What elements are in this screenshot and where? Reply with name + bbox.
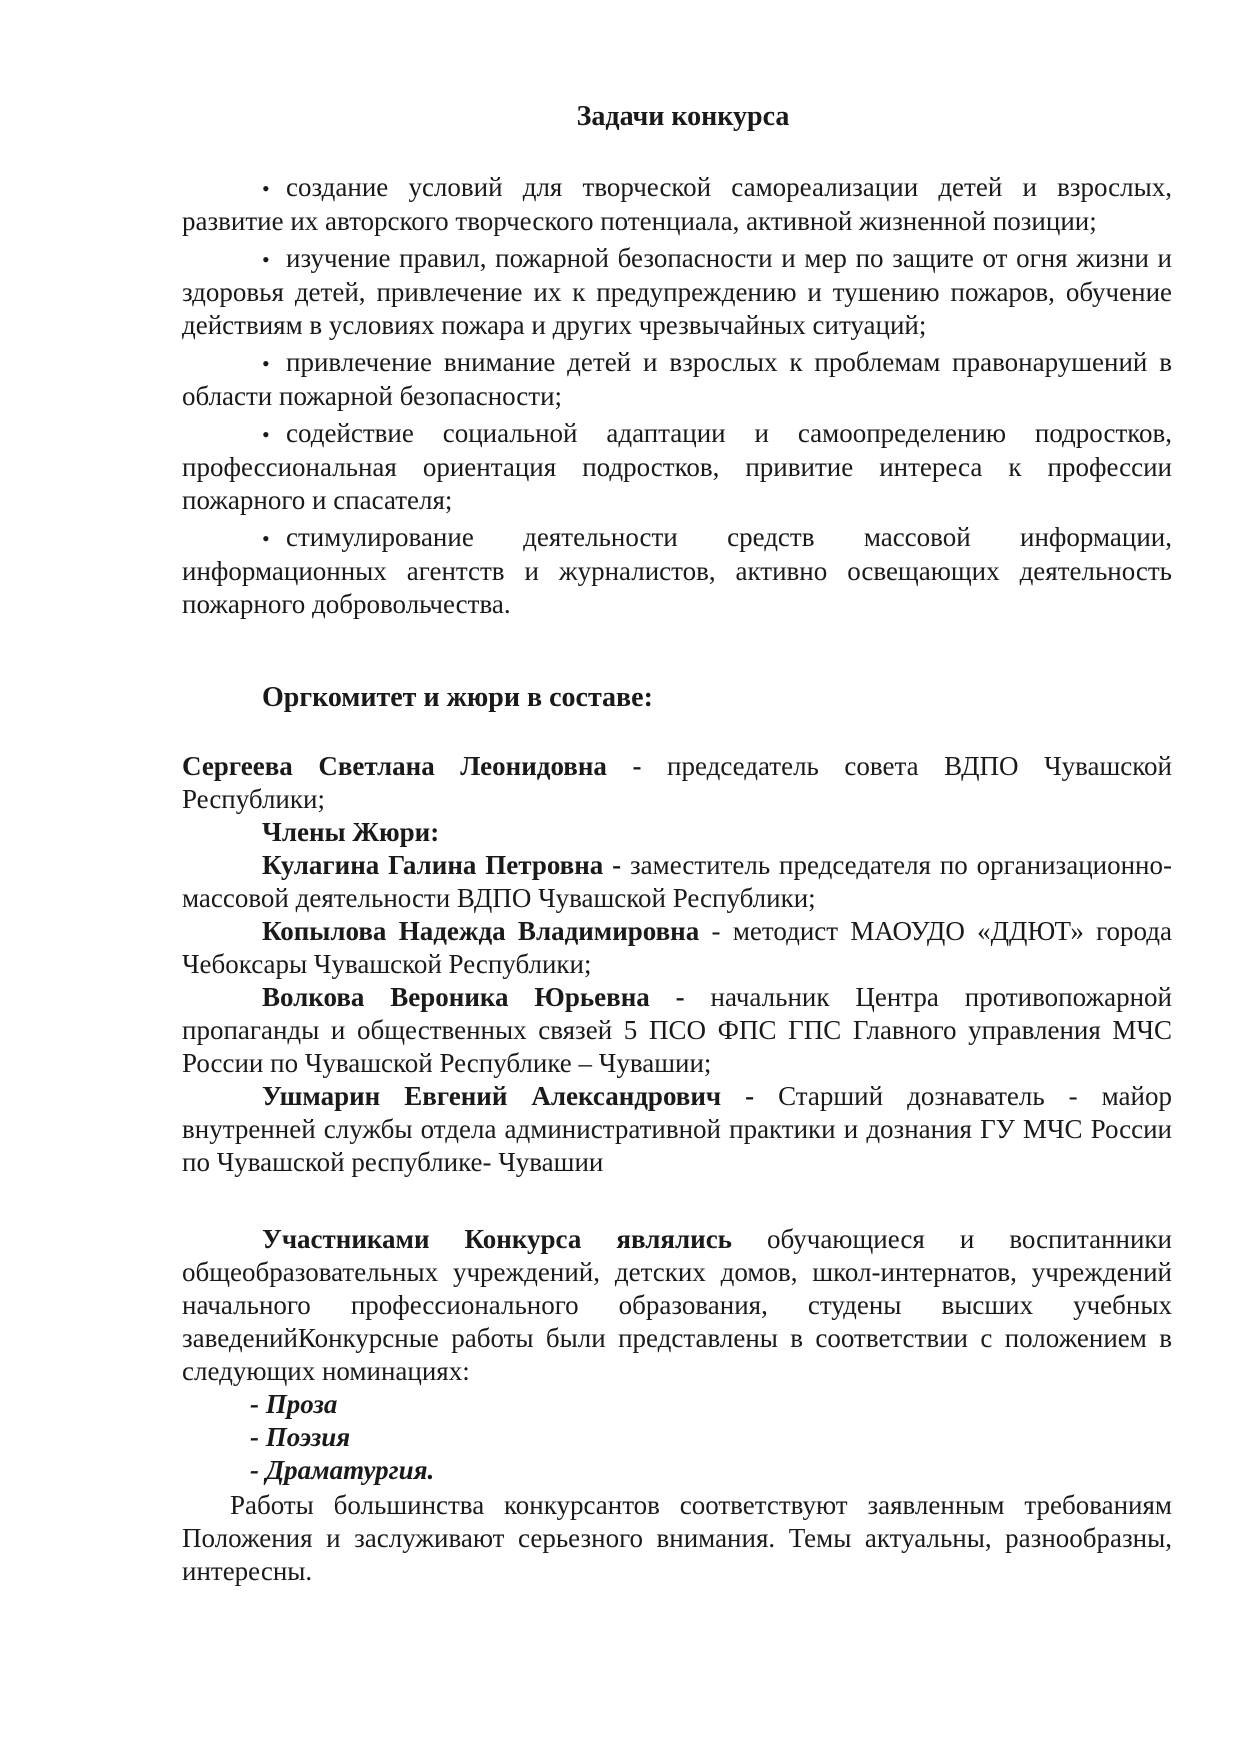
member-name: Кулагина Галина Петровна - bbox=[262, 850, 622, 880]
task-item bbox=[182, 242, 1172, 342]
bullet-icon: • bbox=[262, 526, 270, 551]
task-item bbox=[182, 417, 1172, 517]
document-page bbox=[182, 100, 1172, 1588]
closing-paragraph: Работы большинства конкурсантов соответствуют заявленным требованиям Положения и заслуживают серьезного внимания. Темы актуальны, разнообразны, интересны. bbox=[182, 1490, 1172, 1586]
bullet-icon: • bbox=[262, 422, 270, 447]
task-text: создание условий для творческой самореализации детей и взрослых, развитие их авторского творческого потенциала, активной жизненной позиции; bbox=[182, 172, 1172, 236]
task-text: привлечение внимание детей и взрослых к проблемам правонарушений в области пожарной безопасности; bbox=[182, 347, 1172, 411]
task-item bbox=[182, 346, 1172, 413]
committee-chair bbox=[182, 750, 1172, 816]
member-name: Ушмарин Евгений Александрович - bbox=[262, 1081, 755, 1111]
bullet-icon: • bbox=[262, 176, 270, 201]
participants-lead: Участниками Конкурса являлись bbox=[262, 1224, 732, 1254]
nominations-list bbox=[182, 1388, 1172, 1487]
member-role: председатель совета ВДПО Чувашской Республики; bbox=[182, 751, 1172, 814]
jury-member bbox=[182, 849, 1172, 915]
participants-text: обучающиеся и воспитанники общеобразовательных учреждений, детских домов, школ-интернатов, учреждений начального профессионального образования, студены высших учебных заведенийКонкурсные работы были представлены в соответствии с положением в следующих номинациях: bbox=[182, 1224, 1172, 1386]
bullet-icon: • bbox=[262, 351, 270, 376]
nomination-item: - Драматургия. bbox=[250, 1455, 435, 1485]
member-role: Старший дознаватель - майор внутренней службы отдела административной практики и дознания ГУ МЧС России по Чувашской республике- Чувашии bbox=[182, 1081, 1172, 1177]
jury-member bbox=[182, 915, 1172, 981]
member-role: заместитель председателя по организационно-массовой деятельности ВДПО Чувашской Республики; bbox=[182, 850, 1172, 913]
jury-member bbox=[182, 981, 1172, 1080]
task-text: стимулирование деятельности средств массовой информации, информационных агентств и журналистов, активно освещающих деятельность пожарного добровольчества. bbox=[182, 522, 1172, 619]
task-item bbox=[182, 171, 1172, 238]
task-item bbox=[182, 521, 1172, 621]
member-name: Волкова Вероника Юрьевна - bbox=[262, 982, 685, 1012]
bullet-icon: • bbox=[262, 247, 270, 272]
nomination-item: - Поэзия bbox=[250, 1422, 351, 1452]
member-name: Сергеева Светлана Леонидовна - bbox=[182, 751, 642, 781]
tasks-list bbox=[182, 171, 1172, 621]
document-title: Задачи конкурса bbox=[576, 101, 790, 132]
task-text: изучение правил, пожарной безопасности и мер по защите от огня жизни и здоровья детей, привлечение их к предупреждению и тушению пожаров, обучение действиям в условиях пожара и других чрезвычайных ситуаций; bbox=[182, 243, 1172, 340]
task-text: содействие социальной адаптации и самоопределению подростков, профессиональная ориентация подростков, привитие интереса к профессии пожарного и спасателя; bbox=[182, 418, 1172, 515]
committee-heading: Оргкомитет и жюри в составе: bbox=[262, 682, 653, 713]
member-role: - методист МАОУДО «ДДЮТ» города Чебоксары Чувашской Республики; bbox=[182, 916, 1172, 979]
jury-member bbox=[182, 1080, 1172, 1179]
participants-paragraph bbox=[182, 1223, 1172, 1388]
member-name: Копылова Надежда Владимировна bbox=[262, 916, 700, 946]
nomination-item: - Проза bbox=[250, 1389, 338, 1419]
member-role: начальник Центра противопожарной пропаганды и общественных связей 5 ПСО ФПС ГПС Главного управления МЧС России по Чувашской Республике – Чувашии; bbox=[182, 982, 1172, 1078]
jury-label: Члены Жюри: bbox=[262, 817, 440, 847]
